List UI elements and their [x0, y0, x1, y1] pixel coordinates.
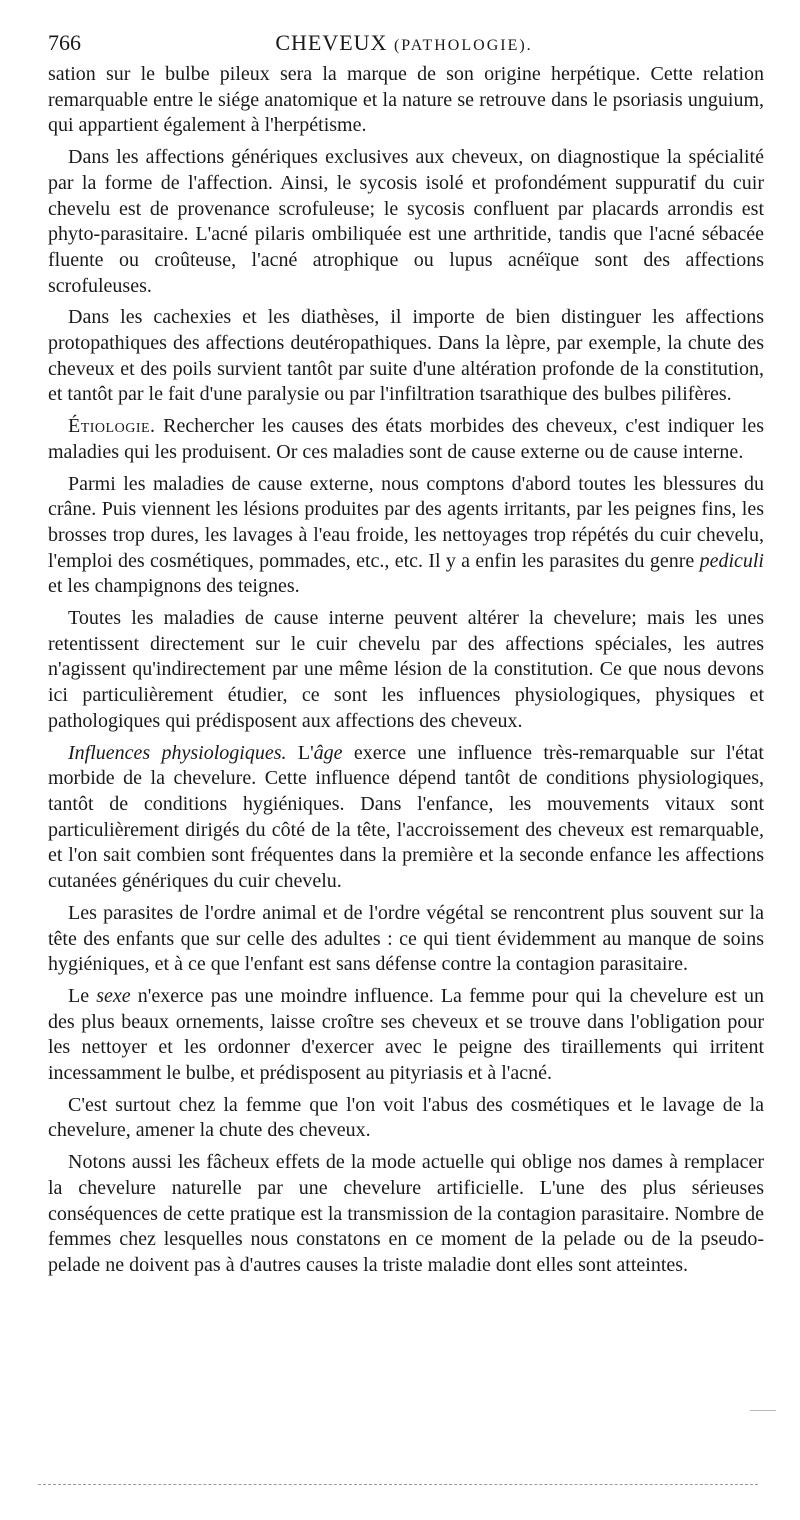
- paragraph-text: Dans les affections génériques exclusives aux cheveux, on diagnostique la spécialité par la forme de l'affection. Ainsi, le sycosis isolé et profondément suppuratif du cuir chevelu est de provenance scrofuleuse; le sycosis confluent par placards arrondis est phyto-parasitaire. L'acné pilaris ombiliquée est une arthritide, tandis que l'acné sébacée fluente ou croûteuse, l'acné atrophique ou lupus acnéïque sont des affections scrofuleuses.: [48, 146, 764, 297]
- paragraph-text: L': [286, 741, 314, 764]
- page-header: [48, 24, 760, 60]
- paragraph-text: Toutes les maladies de cause interne peuvent altérer la chevelure; mais les unes retentissent directement sur le cuir chevelu par des affections spéciales, les autres n'agissent qu'indirectement par une même lésion de la constitution. Ce que nous devons ici particulièrement étudier, ce sont les influences physiologiques, physiques et pathologiques qui prédisposent aux affections des cheveux.: [48, 607, 764, 732]
- paragraph: [48, 984, 764, 1087]
- paragraph: [48, 305, 764, 408]
- running-title-main: CHEVEUX: [275, 30, 388, 55]
- paragraph-italic-text: sexe: [96, 984, 131, 1007]
- paragraph-smallcaps-text: Étiologie.: [68, 415, 156, 438]
- running-title: [48, 30, 760, 56]
- paragraph: [48, 1093, 764, 1144]
- paragraph: [48, 1150, 764, 1279]
- paragraph-text: C'est surtout chez la femme que l'on voit l'abus des cosmétiques et le lavage de la chevelure, amener la chute des cheveux.: [48, 1093, 764, 1142]
- paragraph: [48, 145, 764, 299]
- paragraph-text: Rechercher les causes des états morbides des cheveux, c'est indiquer les maladies qui les produisent. Or ces maladies sont de cause externe ou de cause interne.: [48, 415, 764, 463]
- paragraph-text: exerce une influence très-remarquable sur l'état morbide de la chevelure. Cette influence dépend tantôt de conditions physiologiques, tantôt de conditions hygiéniques. Dans l'enfance, les mouvements vitaux sont particulièrement dirigés du côté de la tête, l'accroissement des cheveux est remarquable, et l'on sait combien sont fréquentes dans la première et la seconde enfance les affections cutanées génériques du cuir chevelu.: [48, 741, 764, 893]
- paragraph: [48, 414, 764, 465]
- paragraph: [48, 606, 764, 735]
- paragraph-text: sation sur le bulbe pileux sera la marque de son origine herpétique. Cette relation remarquable entre le siége anatomique et la nature se retrouve dans le psoriasis unguium, qui appartient également à l'herpétisme.: [48, 63, 764, 137]
- paragraph-text: Parmi les maladies de cause externe, nous comptons d'abord toutes les blessures du crâne. Puis viennent les lésions produites par des agents irritants, par les peignes fins, les brosses trop dures, les lavages à l'eau froide, les nettoyages trop répétés du cuir chevelu, l'emploi des cosmétiques, pommades, etc., etc. Il y a enfin les parasites du genre: [48, 472, 764, 572]
- decorative-mark: [750, 1410, 776, 1411]
- paragraph-text: Dans les cachexies et les diathèses, il importe de bien distinguer les affections protopathiques des affections deutéropathiques. Dans la lèpre, par exemple, la chute des cheveux et des poils survient tantôt par suite d'une altération profonde de la constitution, et tantôt par le fait d'une paralysie ou par l'infiltration tsarathique des bulbes pilifères.: [48, 306, 764, 406]
- paragraph: [48, 472, 764, 601]
- footer-rule: [38, 1484, 758, 1485]
- paragraph-text: Le: [68, 984, 97, 1007]
- page-number: 766: [48, 30, 81, 55]
- body-text: [48, 62, 764, 1279]
- paragraph-text: et les champignons des teignes.: [48, 575, 300, 598]
- paragraph: [48, 62, 764, 139]
- running-title-subtitle: (PATHOLOGIE).: [393, 37, 533, 54]
- paragraph-italic-text: pediculi: [699, 549, 764, 572]
- paragraph-text: Les parasites de l'ordre animal et de l'ordre végétal se rencontrent plus souvent sur la tête des enfants que sur celle des adultes : ce qui tient évidemment au manque de soins hygiéniques, et à ce que l'enfant est sans défense contre la contagion parasitaire.: [48, 901, 764, 976]
- paragraph: [48, 741, 764, 895]
- paragraph-italic-text: Influences physiologiques.: [68, 741, 287, 764]
- paragraph: [48, 901, 764, 978]
- paragraph-italic-text: âge: [313, 741, 343, 764]
- paragraph-text: Notons aussi les fâcheux effets de la mode actuelle qui oblige nos dames à remplacer la chevelure naturelle par une chevelure artificielle. L'une des plus sérieuses conséquences de cette pratique est la transmission de la contagion parasitaire. Nombre de femmes chez lesquelles nous constatons en ce moment de la pelade ou de la pseudo-pelade ne doivent pas à d'autres causes la triste maladie dont elles sont atteintes.: [48, 1151, 764, 1276]
- paragraph-text: n'exerce pas une moindre influence. La femme pour qui la chevelure est un des plus beaux ornements, laisse croître ses cheveux et se trouve dans l'obligation pour les nettoyer et les ordonner d'exercer avec le peigne des tiraillements qui irritent incessamment le bulbe, et prédisposent au pityriasis et à l'acné.: [48, 984, 765, 1085]
